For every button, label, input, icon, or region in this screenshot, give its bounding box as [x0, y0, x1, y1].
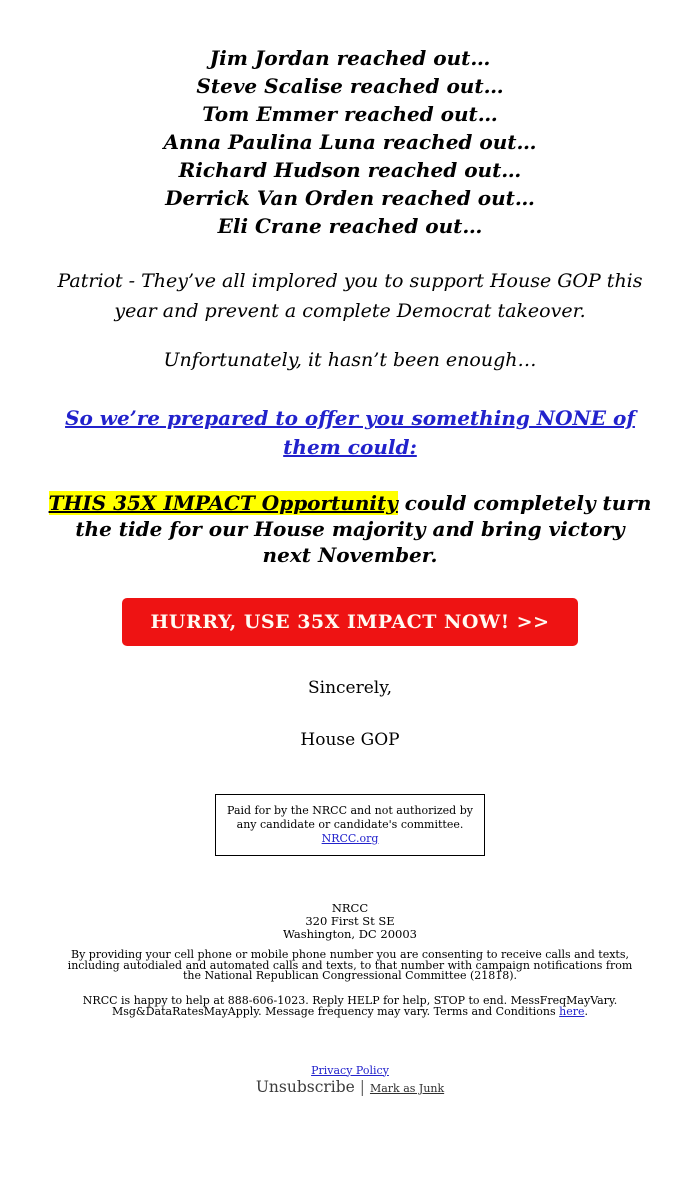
terms-here-link[interactable]: here [559, 1004, 585, 1018]
impact-rest-text: could completely turn the tide for our House majority and bring victory next November. [75, 491, 652, 567]
separator: | [359, 1077, 366, 1096]
offer-heading [48, 404, 652, 462]
impact-highlight-link[interactable]: THIS 35X IMPACT Opportunity [48, 491, 398, 515]
unfortunately-line: Unfortunately, it hasn’t been enough… [163, 349, 537, 371]
org-name: NRCC [331, 901, 369, 915]
nrcc-org-link[interactable]: NRCC.org [321, 832, 379, 845]
outreach-line: Jim Jordan reached out… [209, 46, 491, 70]
paid-for-box [215, 794, 485, 856]
help-text-period: . [584, 1004, 589, 1018]
consent-paragraph: By providing your cell phone or mobile phone number you are consenting to receive calls and texts, including autodialed and automated calls and texts, to that number with campaign notifications from the National Republican Congressional Committee (21818). [67, 948, 633, 982]
address-block [48, 902, 652, 941]
address-line-1: 320 First St SE [305, 914, 395, 928]
cta-container [48, 598, 652, 646]
unsubscribe-row [48, 1078, 652, 1196]
outreach-line: Anna Paulina Luna reached out… [163, 130, 537, 154]
email-body [48, 0, 652, 1196]
outreach-line: Derrick Van Orden reached out… [165, 186, 535, 210]
unsubscribe-link[interactable]: Unsubscribe [255, 1077, 355, 1096]
help-paragraph [80, 995, 620, 1017]
outreach-line: Eli Crane reached out… [217, 214, 483, 238]
paid-for-text: Paid for by the NRCC and not authorized by any candidate or candidate's committee. [227, 804, 473, 831]
privacy-policy-link[interactable]: Privacy Policy [311, 1063, 389, 1077]
outreach-line: Richard Hudson reached out… [178, 158, 522, 182]
privacy-row [48, 1065, 652, 1077]
patriot-paragraph: Patriot - They’ve all implored you to support House GOP this year and prevent a complete Democrat takeover. [57, 270, 643, 322]
outreach-line: Steve Scalise reached out… [196, 74, 504, 98]
mark-as-junk-link[interactable]: Mark as Junk [369, 1081, 445, 1095]
outreach-line: Tom Emmer reached out… [202, 102, 498, 126]
help-text: NRCC is happy to help at 888-606-1023. Reply HELP for help, STOP to end. MessFreqMayVary. Msg&DataRatesMayApply. Message frequency may vary. Terms and Conditions [82, 993, 618, 1018]
outreach-block [48, 44, 652, 240]
signature-text: House GOP [300, 730, 400, 750]
impact-paragraph [48, 490, 652, 568]
address-line-2: Washington, DC 20003 [283, 927, 417, 941]
cta-button[interactable]: HURRY, USE 35X IMPACT NOW! >> [122, 598, 577, 646]
signoff-text: Sincerely, [308, 678, 392, 698]
offer-link[interactable]: So we’re prepared to offer you something NONE of them could: [65, 406, 635, 459]
